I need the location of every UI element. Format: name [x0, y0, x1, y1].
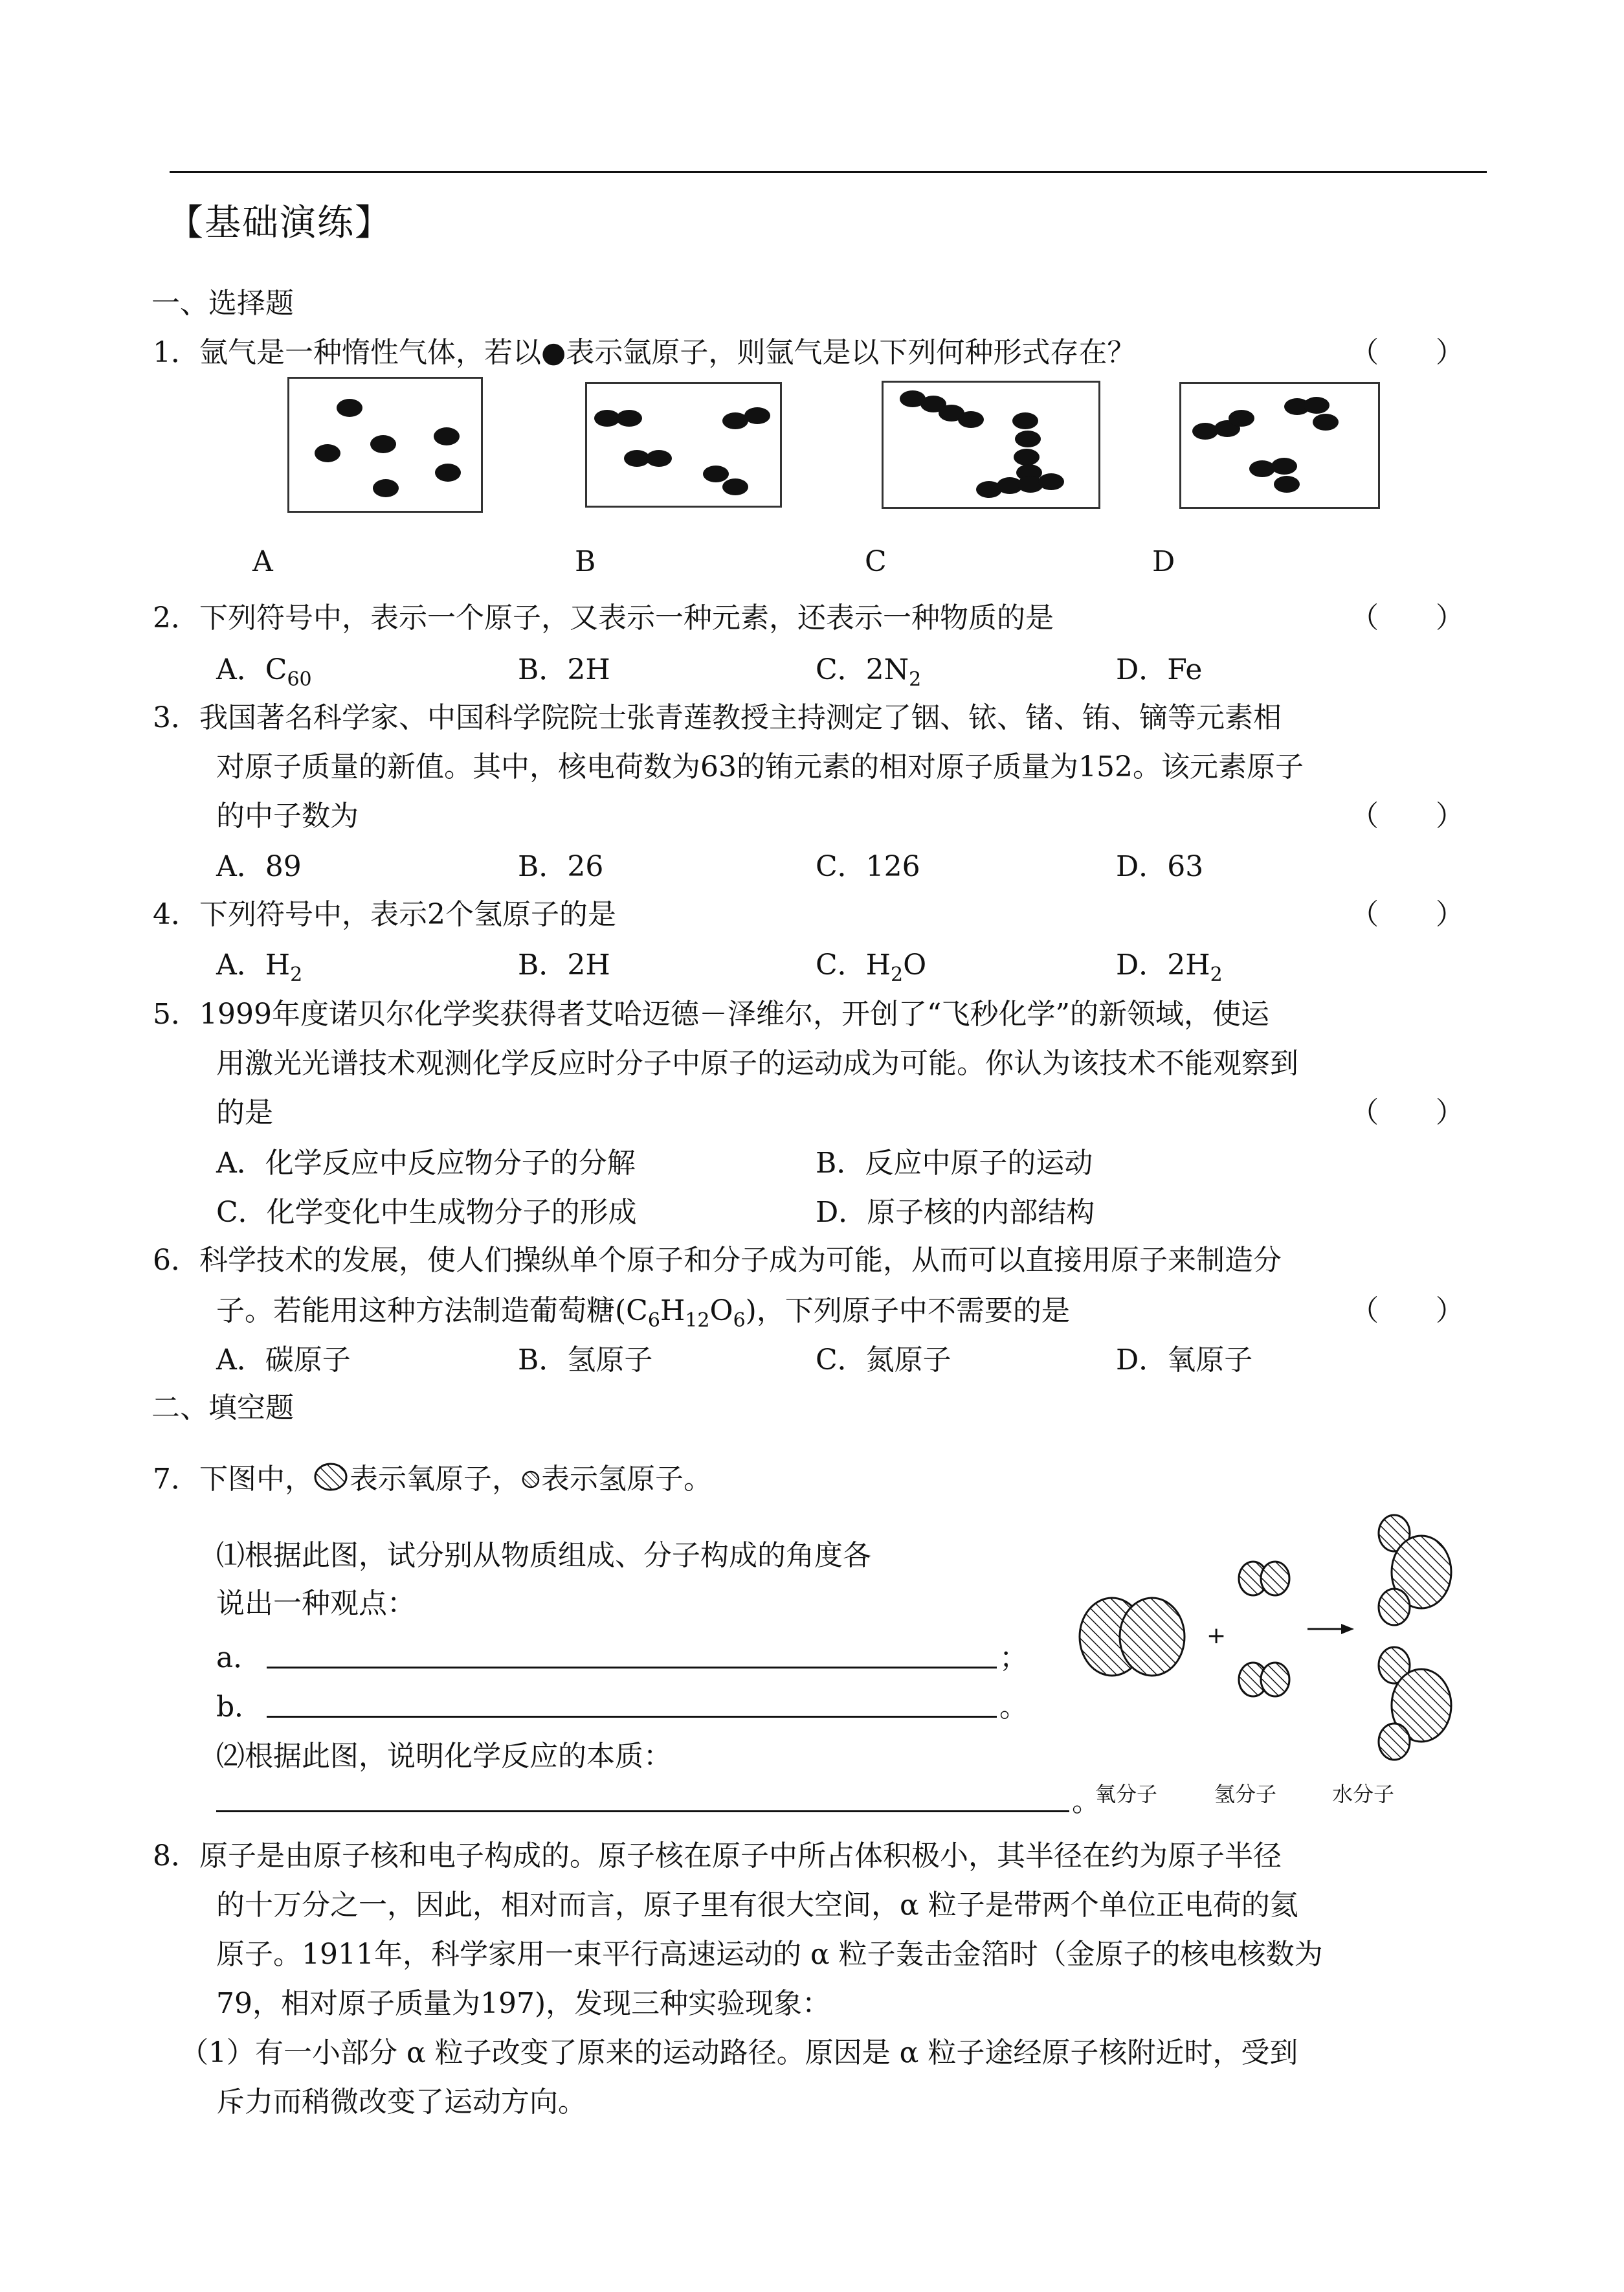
q1-label-a: A: [252, 545, 273, 578]
caption-hydrogen-molecule: 氢分子: [1214, 1782, 1277, 1806]
q7-sub2-answer-blank[interactable]: [216, 1810, 1069, 1812]
q1-option-c-image: [882, 381, 1100, 509]
q2-option-d: D．Fe: [1116, 653, 1203, 686]
q1-label-b: B: [575, 545, 596, 578]
water-molecule-bottom: [1379, 1647, 1451, 1760]
q3-option-b: B．26: [518, 850, 604, 883]
q6-option-d: D．氧原子: [1116, 1343, 1253, 1376]
q3-line-2: 对原子质量的新值。其中，核电荷数为63的铕元素的相对原子质量为152。该元素原子: [216, 750, 1304, 783]
q8-line-4: 79，相对原子质量为197)，发现三种实验现象：: [216, 1987, 831, 2020]
q7-sub1-line-1: ⑴根据此图，试分别从物质组成、分子构成的角度各: [216, 1539, 871, 1572]
q8-line-1: 8．原子是由原子核和电子构成的。原子核在原子中所占体积极小，其半径在约为原子半径: [153, 1839, 1282, 1872]
q6-option-c: C．氮原子: [816, 1343, 951, 1376]
q5-line-1: 5．1999年度诺贝尔化学奖获得者艾哈迈德－泽维尔，开创了“飞秒化学”的新领域，使运: [153, 998, 1269, 1031]
q7-sub1-line-2: 说出一种观点：: [216, 1587, 416, 1620]
hydrogen-molecule-bottom: [1239, 1663, 1289, 1696]
q7-sub2: ⑵根据此图，说明化学反应的本质：: [216, 1740, 672, 1773]
q4-answer-paren: （ ）: [1350, 898, 1464, 931]
q8-line-2: 的十万分之一，因此，相对而言，原子里有很大空间，α 粒子是带两个单位正电荷的氦: [216, 1889, 1298, 1922]
q7-b-end: 。: [999, 1691, 1028, 1724]
q1-option-b-image: [585, 382, 782, 508]
q4-option-a: A．$H_2$: [216, 949, 303, 986]
water-molecule-top: [1379, 1515, 1451, 1625]
q5-answer-paren: （ ）: [1350, 1096, 1464, 1129]
q2-answer-paren: （ ）: [1350, 601, 1464, 635]
q7-a-end: ；: [999, 1641, 1028, 1674]
q3-option-c: C．126: [816, 850, 920, 883]
q2-text: 2．下列符号中，表示一个原子，又表示一种元素，还表示一种物质的是: [153, 601, 1054, 635]
part2-heading: 二、填空题: [151, 1391, 294, 1424]
q1-text: 1．氩气是一种惰性气体，若以●表示氩原子，则氩气是以下列何种形式存在？: [153, 336, 1136, 369]
q7-reaction-diagram: [1062, 1500, 1463, 1810]
q7-b-label: b．: [216, 1691, 263, 1724]
q1-option-d-image: [1179, 382, 1380, 509]
q6-option-b: B．氢原子: [518, 1343, 653, 1376]
q5-line-2: 用激光光谱技术观测化学反应时分子中原子的运动成为可能。你认为该技术不能观察到: [216, 1047, 1298, 1080]
q8-line-3: 原子。1911年，科学家用一束平行高速运动的 α 粒子轰击金箔时（金原子的核电核数为: [216, 1938, 1323, 1971]
q7-a-answer-blank[interactable]: [267, 1667, 997, 1668]
q3-line-3: 的中子数为: [216, 800, 359, 833]
q2-option-a: A．$C_{60}$: [216, 653, 312, 691]
plus-sign: +: [1207, 1623, 1227, 1649]
q3-answer-paren: （ ）: [1350, 800, 1464, 833]
caption-water-molecule: 水分子: [1332, 1782, 1395, 1806]
q6-line-1: 6．科学技术的发展，使人们操纵单个原子和分子成为可能，从而可以直接用原子来制造分: [153, 1244, 1282, 1277]
q6-line-2: 子。若能用这种方法制造葡萄糖$(C_6H_{12}O_6)$，下列原子中不需要的是: [216, 1294, 1070, 1332]
q5-option-c: C．化学变化中生成物分子的形成: [216, 1196, 637, 1229]
q1-label-d: D: [1152, 545, 1175, 578]
q3-option-d: D．63: [1116, 850, 1204, 883]
q1-answer-paren: （ ）: [1350, 336, 1464, 369]
q2-option-b: B．2H: [518, 653, 610, 686]
q2-option-c: C．$2N_2$: [816, 653, 922, 691]
q8-item1-line-1: （1）有一小部分 α 粒子改变了原来的运动路径。原因是 α 粒子途经原子核附近时，受到: [180, 2036, 1298, 2069]
reaction-arrow-icon: [1307, 1624, 1354, 1634]
q1-label-c: C: [865, 545, 887, 578]
q7-b-answer-blank[interactable]: [267, 1716, 997, 1718]
oxygen-atom-symbol-icon: [313, 1461, 350, 1492]
caption-oxygen-molecule: 氧分子: [1095, 1782, 1158, 1806]
q5-option-b: B．反应中原子的运动: [816, 1147, 1093, 1180]
q3-option-a: A．89: [216, 850, 302, 883]
q7-a-label: a．: [216, 1641, 262, 1674]
q1-option-a-image: [287, 377, 483, 513]
q6-option-a: A．碳原子: [216, 1343, 351, 1376]
hydrogen-atom-symbol-icon: [520, 1469, 541, 1490]
q7-intro: 7．下图中， 表示氧原子， 表示氢原子。: [153, 1463, 712, 1496]
hydrogen-molecule-top: [1239, 1562, 1289, 1595]
q4-text: 4．下列符号中，表示2个氢原子的是: [153, 898, 616, 931]
q8-item1-line-2: 斥力而稍微改变了运动方向。: [216, 2085, 586, 2118]
header-rule: [170, 171, 1487, 173]
q5-line-3: 的是: [216, 1096, 273, 1129]
section-title: 【基础演练】: [167, 202, 392, 244]
q7-sub2-end: 。: [1072, 1785, 1100, 1818]
q3-line-1: 3．我国著名科学家、中国科学院院士张青莲教授主持测定了铟、铱、锗、铕、镝等元素相: [153, 701, 1282, 734]
part1-heading: 一、选择题: [151, 287, 294, 320]
q4-option-d: D．$2H_2$: [1116, 949, 1223, 986]
q6-answer-paren: （ ）: [1350, 1294, 1464, 1327]
q4-option-c: C．$H_2O$: [816, 949, 927, 986]
q5-option-d: D．原子核的内部结构: [816, 1196, 1095, 1229]
oxygen-molecule: [1080, 1598, 1185, 1676]
q5-option-a: A．化学反应中反应物分子的分解: [216, 1147, 636, 1180]
q4-option-b: B．2H: [518, 949, 610, 982]
